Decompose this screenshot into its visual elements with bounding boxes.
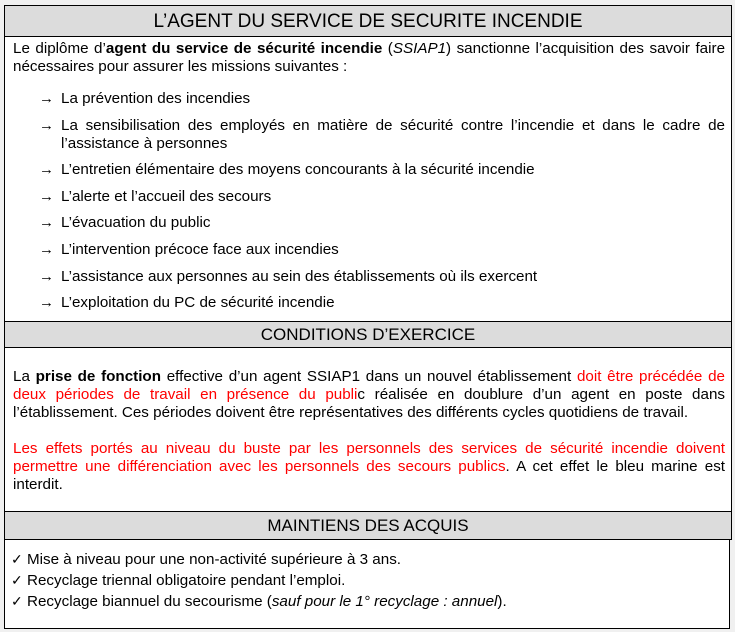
mission-text: L’entretien élémentaire des moyens concourants à la sécurité incendie — [61, 161, 535, 179]
checkmark-icon: ✓ — [11, 572, 23, 588]
conditions-paragraph-1 — [13, 368, 725, 422]
list-item — [11, 571, 723, 590]
document — [4, 5, 732, 629]
list-item — [39, 294, 725, 312]
mission-text: L’intervention précoce face aux incendies — [61, 240, 339, 258]
arrow-right-icon: → — [39, 187, 54, 205]
list-item — [11, 550, 723, 569]
section-body-maintiens — [4, 540, 730, 629]
list-item — [39, 161, 725, 179]
list-item — [39, 188, 725, 206]
arrow-right-icon: → — [39, 90, 54, 107]
section-header-maintiens — [4, 511, 732, 540]
list-item — [39, 90, 725, 108]
intro-italic: SSIAP1 — [392, 40, 447, 57]
para-red-highlight: doit être précédée de deux périodes de travail en présence du publi — [13, 368, 725, 403]
list-item — [39, 117, 725, 153]
mission-text: L’alerte et l’accueil des secours — [61, 187, 272, 205]
para-bold: prise de fonction — [35, 368, 161, 385]
intro-text: ) sanctionne l’acquisition des savoir faire nécessaires pour assurer les missions suivantes : — [13, 40, 726, 75]
list-item — [39, 268, 725, 286]
section-header-agent — [4, 5, 732, 37]
mission-text: La prévention des incendies — [61, 90, 251, 107]
section-header-conditions — [4, 321, 732, 348]
section-body-conditions — [4, 348, 732, 511]
section-title: MAINTIENS DES ACQUIS — [267, 516, 469, 535]
arrow-right-icon: → — [39, 294, 54, 312]
item-text: Mise à niveau pour une non-activité supérieure à 3 ans. — [27, 551, 402, 568]
para-text: La — [13, 368, 36, 385]
missions-list — [13, 90, 725, 312]
item-text: ). — [497, 593, 507, 610]
section-body-agent — [4, 37, 732, 322]
arrow-right-icon: → — [39, 240, 54, 258]
checkmark-icon: ✓ — [11, 593, 23, 609]
list-item — [11, 592, 723, 611]
list-item — [39, 241, 725, 259]
section-title: CONDITIONS D’EXERCICE — [260, 325, 476, 344]
mission-text: L’assistance aux personnes au sein des établissements où ils exercent — [61, 267, 538, 285]
intro-text: Le diplôme d’ — [13, 40, 106, 57]
checkmark-icon: ✓ — [11, 551, 23, 567]
conditions-paragraph-2 — [13, 440, 725, 494]
item-text: Recyclage triennal obligatoire pendant l’emploi. — [27, 572, 346, 589]
mission-text: La sensibilisation des employés en matière de sécurité contre l’incendie et dans le cadre de l’assistance à personnes — [61, 116, 725, 152]
mission-text: L’exploitation du PC de sécurité incendie — [61, 294, 335, 312]
para-text: c réalisée en doublure d’un agent en poste dans l’établissement. Ces périodes doivent être représentatives des différents cycles quotidiens de travail. — [13, 386, 725, 421]
arrow-right-icon: → — [39, 116, 54, 134]
para-text: . A cet effet le bleu marine est interdit. — [13, 458, 726, 493]
arrow-right-icon: → — [39, 267, 54, 285]
para-red-highlight: Les effets portés au niveau du buste par les personnels des services de sécurité incendie doivent permettre une différenciation avec les personnels des secours publics — [13, 440, 725, 475]
intro-paragraph — [13, 40, 725, 76]
mission-text: L’évacuation du public — [61, 214, 211, 232]
section-title: L’AGENT DU SERVICE DE SECURITE INCENDIE — [153, 11, 583, 32]
para-text: effective d’un agent SSIAP1 dans un nouvel établissement — [160, 368, 577, 385]
arrow-right-icon: → — [39, 161, 54, 179]
list-item — [39, 214, 725, 232]
arrow-right-icon: → — [39, 214, 54, 232]
intro-text: ( — [382, 40, 393, 57]
maintiens-list — [11, 550, 723, 611]
intro-bold: agent du service de sécurité incendie — [105, 40, 383, 57]
item-text: Recyclage biannuel du secourisme ( — [27, 593, 272, 610]
item-italic: sauf pour le 1° recyclage : annuel — [271, 593, 498, 610]
